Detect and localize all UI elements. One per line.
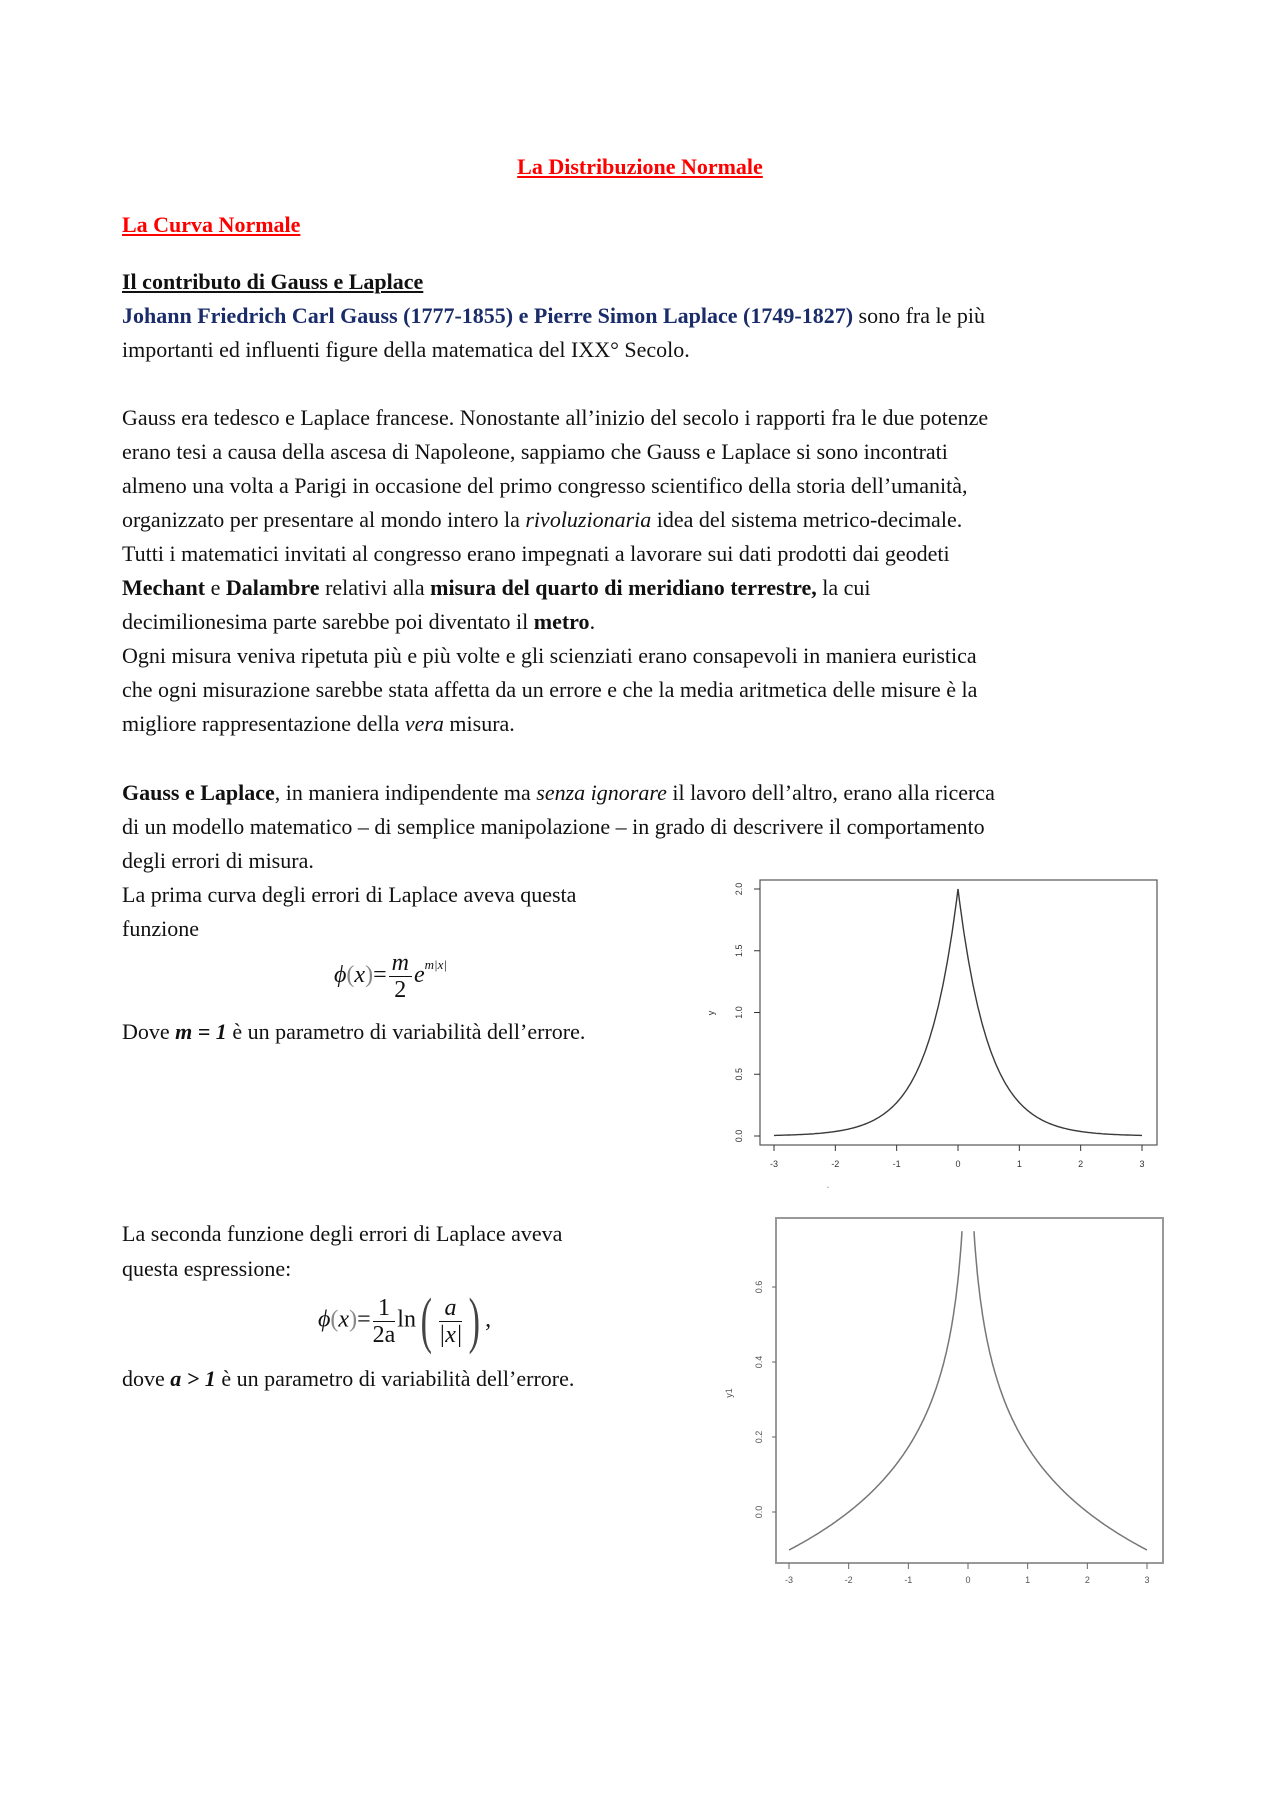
paragraph-line: Mechant e Dalambre relativi alla misura del quarto di meridiano terrestre, la cui: [122, 575, 871, 600]
chart-1-ylabel: y: [706, 1010, 716, 1016]
paragraph-line: Ogni misura veniva ripetuta più e più volte e gli scienziati erano consapevoli in maniera euristica: [122, 643, 977, 668]
second-curve-note: dove a > 1 è un parametro di variabilità dell’errore.: [122, 1366, 575, 1391]
svg-text:0.2: 0.2: [754, 1430, 764, 1444]
formula-laplace-first: ϕ(x)= $\frac{m}{2}$ $e^{m|x|}$: [334, 950, 447, 1003]
paragraph-line: di un modello matematico – di semplice manipolazione – in grado di descrivere il comportamento: [122, 814, 985, 839]
svg-text:-2: -2: [844, 1575, 853, 1585]
first-curve-note: Dove m = 1 è un parametro di variabilità dell’errore.: [122, 1019, 586, 1044]
svg-text:1.0: 1.0: [734, 1006, 744, 1019]
section-heading: La Curva Normale: [122, 212, 301, 237]
second-curve-text: La seconda funzione degli errori di Laplace aveva: [122, 1221, 563, 1246]
svg-text:-2: -2: [831, 1159, 840, 1169]
formula-laplace-second: ϕ(x)= $\frac{1}{2a}$ ln( $\frac{a}{|x|}$ ) ,: [318, 1287, 492, 1355]
second-curve-text: questa espressione:: [122, 1256, 292, 1281]
chart-1-xlabel: `: [826, 1186, 830, 1195]
svg-text:-3: -3: [769, 1159, 779, 1169]
first-curve-text: La prima curva degli errori di Laplace aveva questa: [122, 882, 577, 907]
svg-text:1: 1: [1016, 1159, 1022, 1169]
svg-text:0.6: 0.6: [754, 1280, 764, 1294]
subsection-heading: Il contributo di Gauss e Laplace: [122, 269, 424, 294]
paragraph-line: migliore rappresentazione della vera misura.: [122, 711, 515, 736]
chart-2-ylabel: y1: [724, 1388, 734, 1398]
svg-text:2: 2: [1078, 1159, 1084, 1169]
svg-text:3: 3: [1144, 1575, 1150, 1585]
paragraph-line: Gauss e Laplace, in maniera indipendente ma senza ignorare il lavoro dell’altro, erano alla ricerca: [122, 780, 995, 805]
svg-text:-1: -1: [904, 1575, 913, 1585]
paragraph-line: almeno una volta a Parigi in occasione del primo congresso scientifico della storia dell’umanità,: [122, 473, 968, 498]
chart-laplace-second: [700, 1205, 1170, 1610]
svg-text:0.0: 0.0: [754, 1505, 764, 1519]
svg-text:2.0: 2.0: [734, 882, 744, 896]
paragraph-line: organizzato per presentare al mondo intero la rivoluzionaria idea del sistema metrico-decimale.: [122, 507, 963, 532]
svg-text:0.0: 0.0: [734, 1129, 744, 1143]
chart-2-svg: [700, 1205, 1170, 1605]
document-title: La Distribuzione Normale: [517, 154, 763, 179]
first-curve-text: funzione: [122, 916, 199, 941]
svg-text:-1: -1: [892, 1159, 901, 1169]
intro-line-1: Johann Friedrich Carl Gauss (1777-1855) e Pierre Simon Laplace (1749-1827) sono fra le più: [122, 303, 985, 328]
svg-text:0.5: 0.5: [734, 1067, 744, 1081]
paragraph-line: Tutti i matematici invitati al congresso erano impegnati a lavorare sui dati prodotti dai geodeti: [122, 541, 950, 566]
paragraph-line: erano tesi a causa della ascesa di Napoleone, sappiamo che Gauss e Laplace si sono incontrati: [122, 439, 948, 464]
chart-1-svg: [700, 875, 1170, 1200]
intro-line-2: importanti ed influenti figure della matematica del IXX° Secolo.: [122, 337, 690, 362]
paragraph-line: Gauss era tedesco e Laplace francese. Nonostante all’inizio del secolo i rapporti fra le due potenze: [122, 405, 989, 430]
chart-2-curve-left: [789, 1231, 962, 1550]
svg-text:0: 0: [955, 1159, 961, 1169]
paragraph-line: che ogni misurazione sarebbe stata affetta da un errore e che la media aritmetica delle misure è la: [122, 677, 978, 702]
chart-1-curve: [774, 889, 1142, 1135]
chart-laplace-first: [700, 875, 1170, 1205]
svg-text:0: 0: [965, 1575, 971, 1585]
svg-text:1.5: 1.5: [734, 944, 744, 958]
scientist-names: Johann Friedrich Carl Gauss (1777-1855) e Pierre Simon Laplace (1749-1827): [122, 303, 854, 328]
paragraph-line: degli errori di misura.: [122, 848, 314, 873]
paragraph-line: decimilionesima parte sarebbe poi diventato il metro.: [122, 609, 596, 634]
svg-text:2: 2: [1084, 1575, 1090, 1585]
svg-text:-3: -3: [784, 1575, 794, 1585]
svg-text:0.4: 0.4: [754, 1355, 764, 1369]
chart-2-curve-right: [974, 1231, 1147, 1550]
svg-text:3: 3: [1139, 1159, 1145, 1169]
svg-text:1: 1: [1025, 1575, 1031, 1585]
